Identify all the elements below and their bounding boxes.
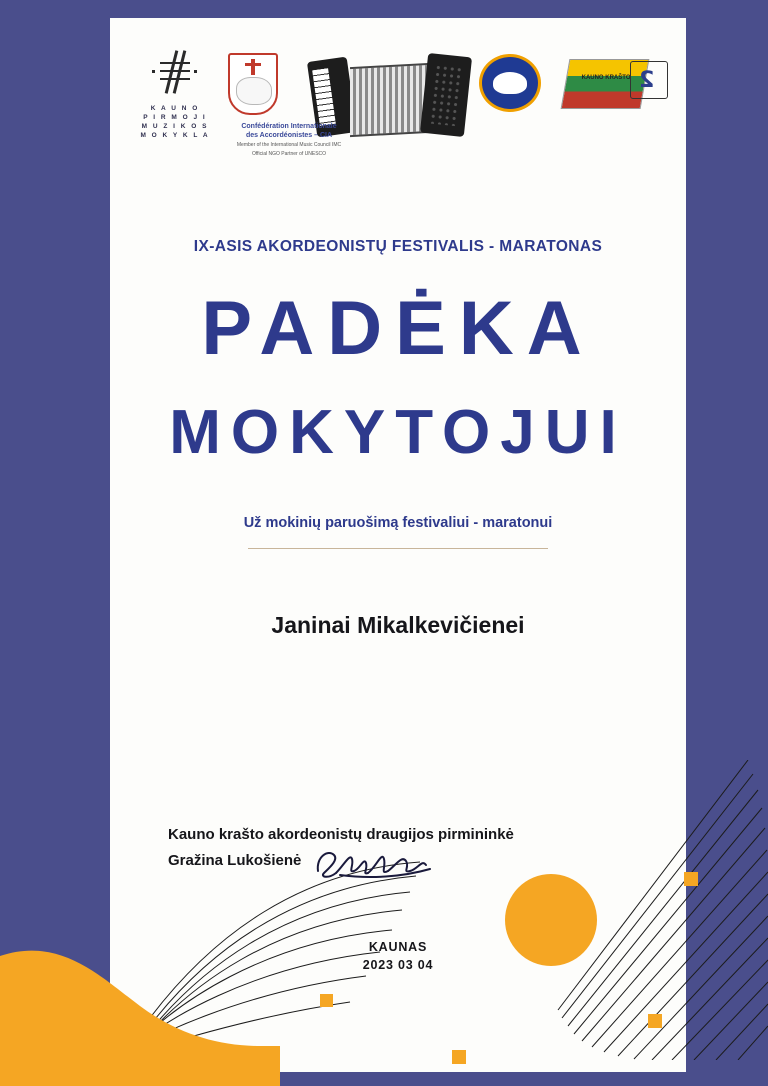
decorative-square [684, 872, 698, 886]
cia-caption-line-2: des Accordéonistes – CIA [245, 132, 333, 139]
place-label: KAUNAS [368, 940, 428, 954]
music-school-icon [152, 50, 198, 96]
flag-emblem-label: KAUNO KRAŠTO [581, 75, 631, 81]
event-title: IX-ASIS AKORDEONISTŲ FESTIVALIS - MARATONAS [193, 238, 603, 255]
coat-of-arms-icon [228, 53, 278, 115]
divider [248, 548, 548, 549]
cia-caption-line-3: Member of the International Music Council IMC [236, 142, 342, 148]
certificate-title: PADĖKA [201, 286, 595, 371]
school-logo-line-3: M U Z I K O S [141, 123, 209, 130]
school-logo-line-2: P I R M O J I [143, 114, 207, 121]
frame-border-right [686, 0, 768, 1086]
recipient-name: Janinai Mikalkevičienei [271, 612, 525, 638]
cia-caption [204, 122, 374, 158]
decorative-square [648, 1014, 662, 1028]
square-logo-glyph: 2 [639, 68, 655, 93]
decorative-square [320, 994, 333, 1007]
certificate-subtitle: MOKYTOJUI [169, 398, 627, 467]
signature-icon [310, 845, 440, 883]
school-logo-line-4: M O K Y K L A [140, 132, 210, 139]
cia-caption-line-4: Official NGO Partner of UNESCO [251, 151, 327, 157]
frame-border-top [0, 0, 768, 18]
logo-row [110, 45, 686, 155]
sun-emblem-icon [482, 57, 538, 109]
decorative-square [452, 1050, 466, 1064]
signer-role: Kauno krašto akordeonistų draugijos pirmininkė [168, 826, 514, 843]
square-logo-icon [630, 61, 668, 99]
school-logo-line-1: K A U N O [150, 105, 200, 112]
award-reason: Už mokinių paruošimą festivaliui - maratonui [243, 515, 553, 531]
date-label: 2023 03 04 [362, 958, 434, 972]
signer-name: Gražina Lukošienė [168, 852, 302, 869]
cia-caption-line-1: Confédération Internationale [241, 123, 337, 130]
decorative-blob [0, 896, 280, 1086]
